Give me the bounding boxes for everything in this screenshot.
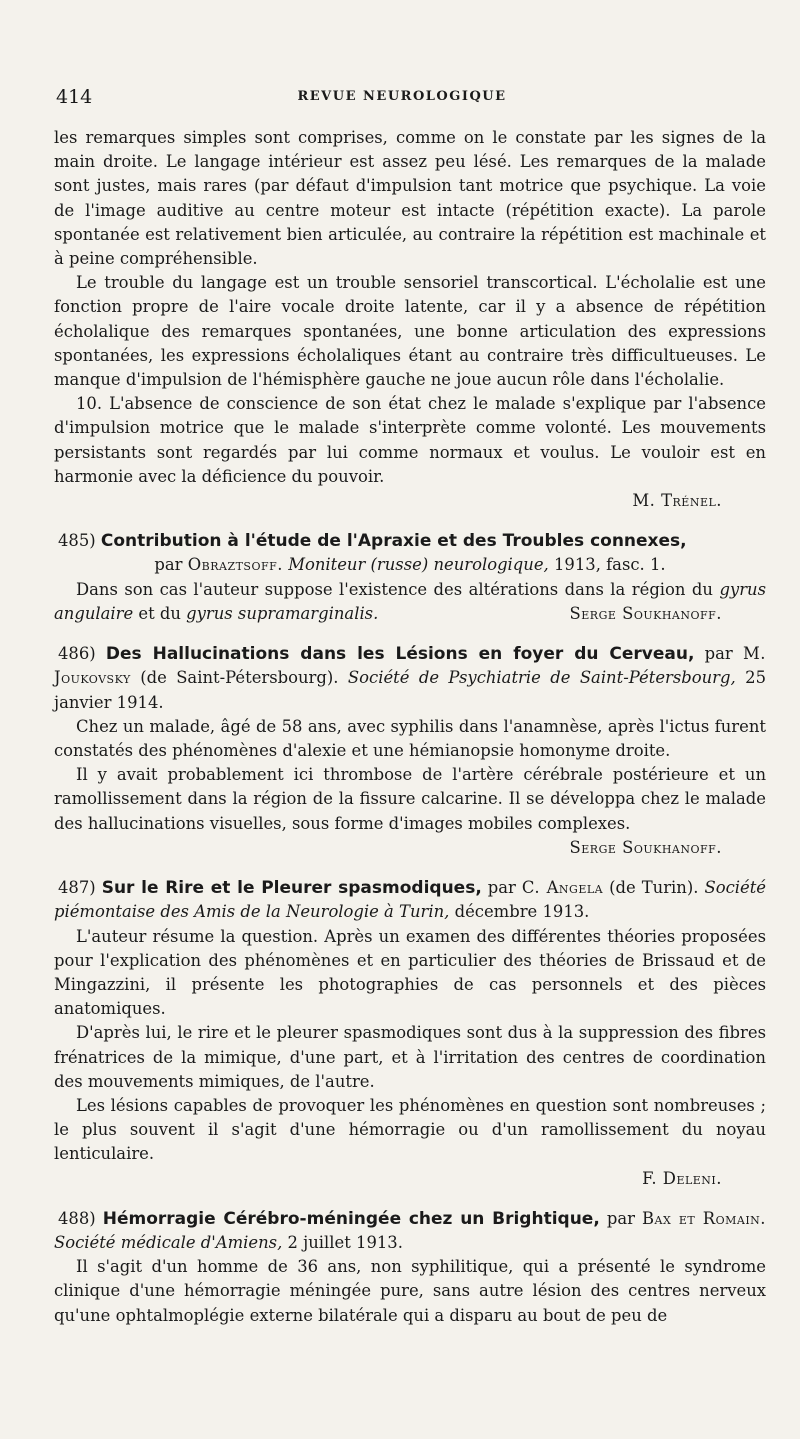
running-title: REVUE NEUROLOGIQUE [297, 89, 507, 104]
article-source: Société médicale d'Amiens, [54, 1232, 283, 1252]
article-text: Dans son cas l'auteur suppose l'existence des altérations dans la région du [76, 579, 713, 599]
article-source: Moniteur (russe) neurologique, [288, 555, 549, 575]
article-signature: F. Deleni. [642, 1168, 722, 1188]
article-date: 2 juillet 1913. [287, 1232, 403, 1252]
article-bibliography [54, 553, 766, 577]
article-heading [54, 1207, 766, 1255]
article-number: 486) [58, 644, 96, 664]
article-heading [54, 529, 766, 553]
article-487 [54, 876, 766, 1191]
article-date: 1913, fasc. 1. [553, 555, 666, 575]
article-paragraph-2: Il y avait probablement ici thrombose de l'artère cérébrale postérieure et un ramollissement dans la région de la fissure calcarine. Il se développa chez le malade des hallucinations visuelles, sous forme d'images mobiles complexes. [54, 765, 766, 833]
article-by: par [704, 644, 733, 664]
article-number: 485) [58, 531, 96, 551]
article-author: Obraztsoff. [187, 555, 283, 575]
latin-term: gyrus angulaire [54, 579, 766, 623]
page-body [54, 126, 766, 1328]
article-paragraph-2: D'après lui, le rire et le pleurer spasmodiques sont dus à la suppression des fibres frénatrices de la mimique, d'une part, et à l'irritation des centres de coordination des mouvements mimiques, de l'autre. [54, 1023, 766, 1091]
article-author: C. Angela [521, 878, 604, 898]
article-by: par [487, 878, 516, 898]
article-paragraph-1: Chez un malade, âgé de 58 ans, avec syphilis dans l'anamnèse, après l'ictus furent constatés des phénomènes d'alexie et une hémianopsie homonyme droite. [54, 716, 766, 761]
article-title: Sur le Rire et le Pleurer spasmodiques, [101, 878, 482, 899]
intro-paragraph-1: les remarques simples sont comprises, comme on le constate par les signes de la main droite. Le langage intérieur est assez peu lésé. Les remarques de la malade sont justes, mais rares (par défaut d'impulsion tant motrice que psychique. La voie de l'image auditive au centre moteur est intacte (répétition exacte). La parole spontanée est relativement bien articulée, au contraire la répétition est machinale et à peine compréhensible. [54, 128, 766, 269]
article-paragraph-1: L'auteur résume la question. Après un examen des différentes théories proposées pour l'explication des phénomènes et en particulier des théories de Brissaud et de Mingazzini, il présente les photographies de cas personnels et des pièces anatomiques. [54, 926, 766, 1019]
article-485 [54, 529, 766, 626]
article-author-place: (de Turin). [609, 878, 699, 898]
article-by: par [154, 555, 183, 575]
article-source: Société de Psychiatrie de Saint-Pétersbourg, [347, 668, 736, 688]
article-by: par [606, 1208, 635, 1228]
article-title: Hémorragie Cérébro-méningée chez un Brightique, [102, 1208, 600, 1229]
intro-paragraph-3: 10. L'absence de conscience de son état chez le malade s'explique par l'absence d'impulsion motrice que le malade s'interprète comme volonté. Les mouvements persistants sont regardés par lui comme normaux et voulus. Le vouloir est en harmonie avec la déficience du pouvoir. [54, 394, 766, 486]
article-author: Bax et Romain. [642, 1208, 767, 1228]
page-header [56, 86, 748, 110]
article-paragraph-3: Les lésions capables de provoquer les phénomènes en question sont nombreuses ; le plus souvent il s'agit d'une hémorragie ou d'un ramollissement du noyau lenticulaire. [54, 1095, 766, 1164]
article-number: 488) [58, 1208, 96, 1228]
article-date: 25 janvier 1914. [54, 668, 766, 712]
article-486 [54, 642, 766, 860]
article-heading [54, 642, 766, 715]
intro-signature: M. Trénel. [632, 491, 722, 511]
article-paragraph-1: Il s'agit d'un homme de 36 ans, non syphilitique, qui a présenté le syndrome clinique d'une hémorragie méningée pure, sans autre lésion des centres nerveux qu'une ophtalmoplégie externe bilatérale qui a disparu au bout de peu de [54, 1257, 766, 1325]
article-signature: Serge Soukhanoff. [569, 604, 722, 624]
page-number: 414 [56, 86, 93, 108]
article-heading [54, 876, 766, 924]
article-title: Des Hallucinations dans les Lésions en foyer du Cerveau, [105, 644, 695, 665]
intro-paragraph-2: Le trouble du langage est un trouble sensoriel transcortical. L'écholalie est une fonction propre de l'aire vocale droite latente, car il y a absence de répétition écholalique des remarques spontanées, une bonne articulation des expressions spontanées, les expressions écholaliques étant au contraire très difficultueuses. Le manque d'impulsion de l'hémisphère gauche ne joue aucun rôle dans l'écholalie. [54, 273, 766, 390]
article-number: 487) [58, 878, 96, 898]
article-author: M. Joukovsky [54, 644, 766, 688]
article-text: et du [138, 603, 181, 623]
article-signature: Serge Soukhanoff. [569, 837, 722, 857]
latin-term: gyrus supramarginalis. [186, 603, 379, 623]
article-date: décembre 1913. [454, 902, 590, 922]
article-source: Société piémontaise des Amis de la Neurologie à Turin, [54, 878, 766, 922]
article-488 [54, 1207, 766, 1328]
article-author-place: (de Saint-Pétersbourg). [140, 668, 339, 688]
article-title: Contribution à l'étude de l'Apraxie et des Troubles connexes, [100, 531, 687, 552]
